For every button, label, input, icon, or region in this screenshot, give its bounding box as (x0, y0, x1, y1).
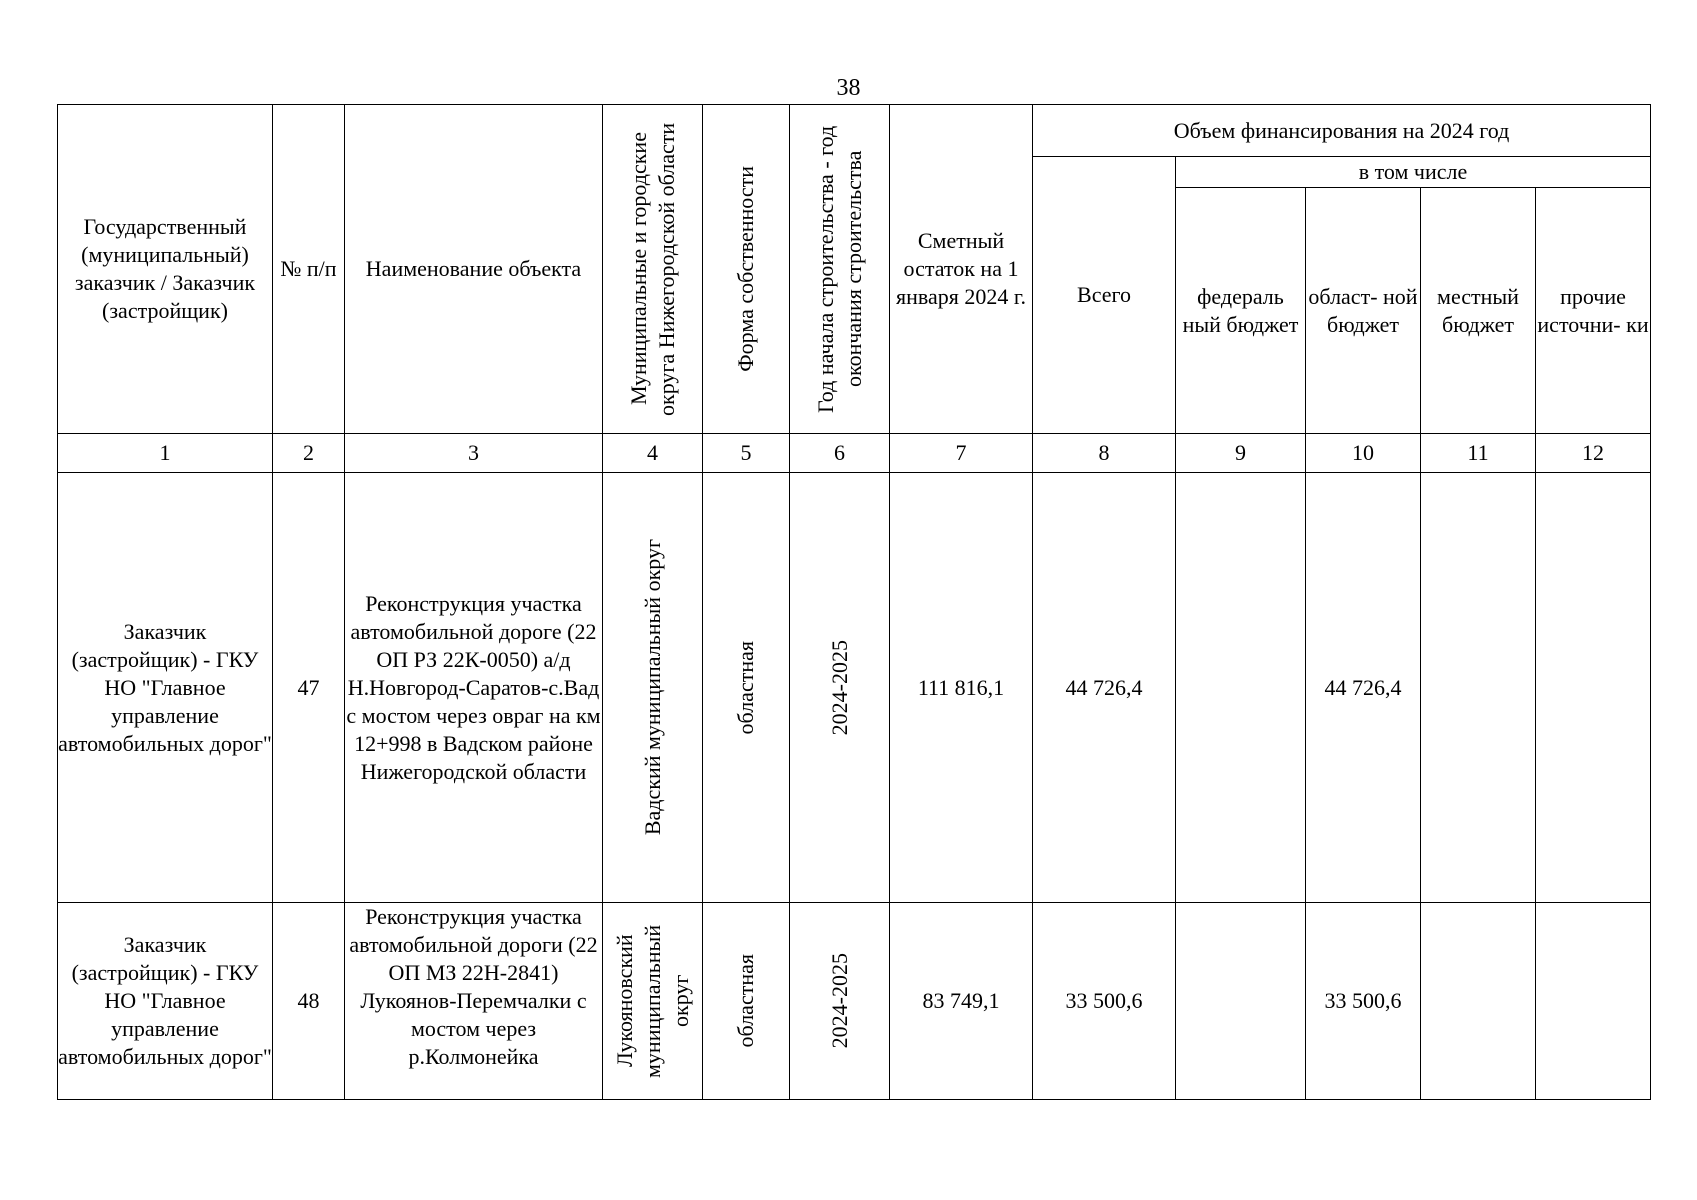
column-number: 11 (1421, 434, 1536, 473)
header-financing-group: Объем финансирования на 2024 год (1033, 105, 1651, 157)
header-including: в том числе (1176, 157, 1651, 188)
row-years-text: 2024-2025 (826, 953, 852, 1049)
column-number: 8 (1033, 434, 1176, 473)
row-local (1421, 903, 1536, 1100)
column-number: 12 (1536, 434, 1651, 473)
header-other: прочие источни- ки (1536, 188, 1651, 434)
header-regional: област- ной бюджет (1306, 188, 1421, 434)
header-local: местный бюджет (1421, 188, 1536, 434)
row-ownership-text: областная (733, 954, 758, 1048)
financing-table (57, 104, 1651, 1100)
header-years-text: Год начала строительства - год окончания строительства (812, 125, 866, 413)
row-customer: Заказчик (застройщик) - ГКУ НО "Главное управление автомобильных дорог" (58, 903, 273, 1100)
row-ownership (703, 903, 790, 1100)
row-ownership-text: областная (733, 640, 758, 735)
row-total: 33 500,6 (1033, 903, 1176, 1100)
row-customer: Заказчик (застройщик) - ГКУ НО "Главное управление автомобильных дорог" (58, 473, 273, 903)
header-object-name: Наименование объекта (345, 105, 603, 434)
header-estimate-balance: Сметный остаток на 1 января 2024 г. (890, 105, 1033, 434)
row-object-name: Реконструкция участка автомобильной дороге (22 ОП РЗ 22К-0050) а/д Н.Новгород-Саратов-с.Вад с мостом через овраг на км 12+998 в Вадском районе Нижегородской области (345, 473, 603, 903)
row-object-name: Реконструкция участка автомобильной дороги (22 ОП МЗ 22Н-2841) Лукоянов-Перемчалки с мостом через р.Колмонейка (345, 903, 603, 1100)
header-customer: Государственный (муниципальный) заказчик / Заказчик (застройщик) (58, 105, 273, 434)
header-federal: федераль ный бюджет (1176, 188, 1306, 434)
column-number: 10 (1306, 434, 1421, 473)
column-number: 3 (345, 434, 603, 473)
table-row (58, 903, 1651, 1100)
row-regional: 33 500,6 (1306, 903, 1421, 1100)
column-number: 1 (58, 434, 273, 473)
row-number: 47 (273, 473, 345, 903)
header-total: Всего (1033, 157, 1176, 434)
row-estimate-balance: 111 816,1 (890, 473, 1033, 903)
column-number: 6 (790, 434, 890, 473)
table-row (58, 473, 1651, 903)
row-district (603, 903, 703, 1100)
page-number: 38 (836, 75, 861, 101)
column-number: 9 (1176, 434, 1306, 473)
row-federal (1176, 473, 1306, 903)
row-estimate-balance: 83 749,1 (890, 903, 1033, 1100)
header-districts-text: Муниципальные и городские округа Нижегородской области (625, 122, 679, 416)
header-ownership (703, 105, 790, 434)
row-other (1536, 903, 1651, 1100)
row-federal (1176, 903, 1306, 1100)
row-local (1421, 473, 1536, 903)
header-districts (603, 105, 703, 434)
row-regional: 44 726,4 (1306, 473, 1421, 903)
row-district-text: Вадский муниципальный округ (639, 539, 665, 836)
column-number: 7 (890, 434, 1033, 473)
header-ownership-text: Форма собственности (733, 166, 758, 372)
row-years-text: 2024-2025 (826, 639, 852, 736)
row-years (790, 903, 890, 1100)
header-number: № п/п (273, 105, 345, 434)
header-years (790, 105, 890, 434)
row-district-text: Лукояновский муниципальный округ (611, 924, 693, 1078)
row-district (603, 473, 703, 903)
row-ownership (703, 473, 790, 903)
row-total: 44 726,4 (1033, 473, 1176, 903)
row-other (1536, 473, 1651, 903)
column-number: 2 (273, 434, 345, 473)
column-number: 5 (703, 434, 790, 473)
row-years (790, 473, 890, 903)
column-number: 4 (603, 434, 703, 473)
row-number: 48 (273, 903, 345, 1100)
